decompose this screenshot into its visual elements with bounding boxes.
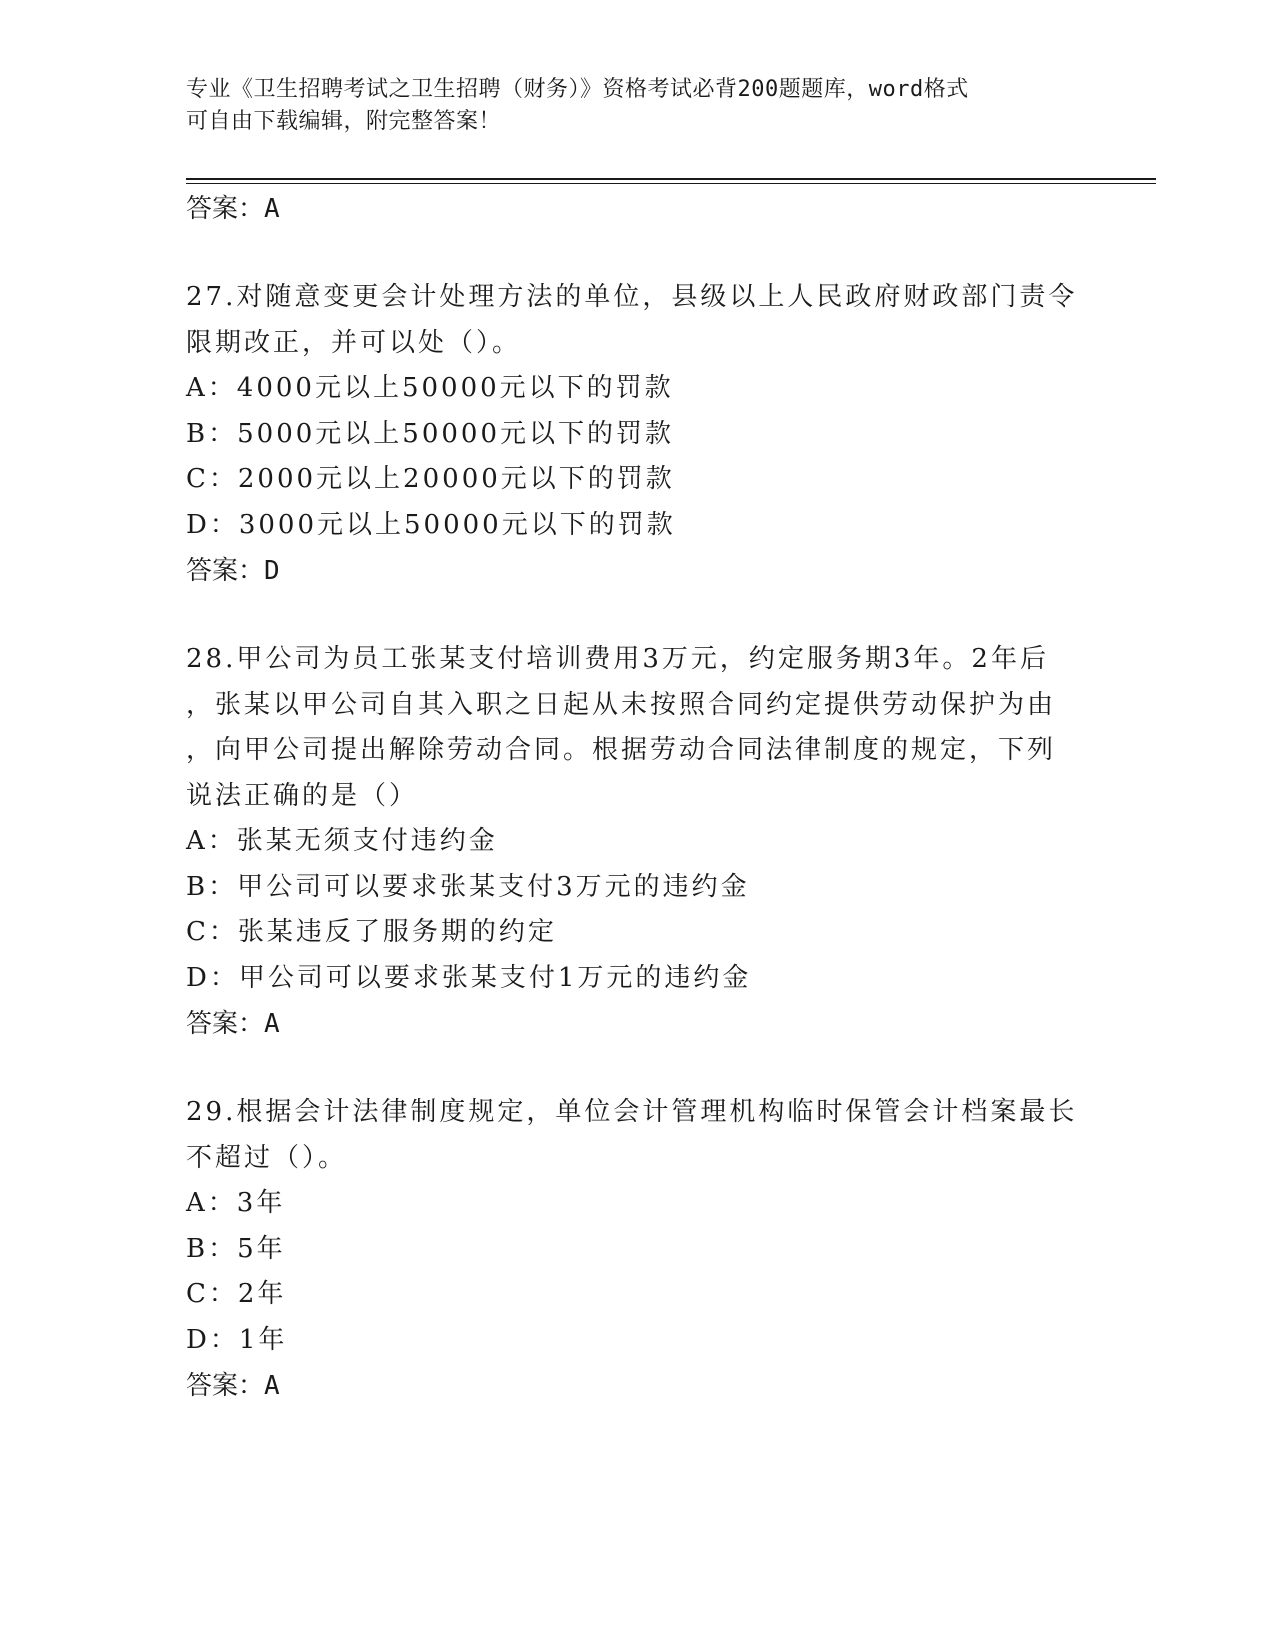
option-d: D：3000元以上50000元以下的罚款	[186, 509, 676, 540]
header-line-1: 专业《卫生招聘考试之卫生招聘（财务）》资格考试必背200题题库，word格式	[186, 77, 969, 102]
option-c: C：2年	[186, 1279, 287, 1309]
question-stem-line: 27.对随意变更会计处理方法的单位，县级以上人民政府财政部门责令	[186, 282, 1078, 312]
option-d: D：1年	[186, 1324, 288, 1355]
spacer	[186, 594, 1086, 637]
option-d: D：甲公司可以要求张某支付1万元的违约金	[186, 962, 752, 993]
option-b: B：5年	[186, 1233, 286, 1264]
option-c: C：张某违反了服务期的约定	[186, 917, 557, 947]
answer: 答案：A	[186, 1371, 280, 1401]
question-stem-line: 不超过（）。	[186, 1142, 348, 1173]
question-29	[186, 1090, 1086, 1409]
question-stem-line: 28.甲公司为员工张某支付培训费用3万元，约定服务期3年。2年后	[186, 644, 1049, 674]
option-c: C：2000元以上20000元以下的罚款	[186, 464, 675, 494]
spacer	[186, 1047, 1086, 1090]
option-a: A：3年	[186, 1188, 286, 1218]
option-b: B：5000元以上50000元以下的罚款	[186, 418, 674, 449]
question-stem-line: 限期改正，并可以处（）。	[186, 327, 522, 358]
answer: 答案：D	[186, 556, 280, 586]
option-a: A：张某无须支付违约金	[186, 826, 498, 856]
option-b: B：甲公司可以要求张某支付3万元的违约金	[186, 871, 750, 902]
question-stem-line: ，张某以甲公司自其入职之日起从未按照合同约定提供劳动保护为由	[186, 689, 1057, 720]
question-stem-line: 29.根据会计法律制度规定，单位会计管理机构临时保管会计档案最长	[186, 1097, 1078, 1127]
spacer	[186, 232, 1086, 275]
header-line-2: 可自由下载编辑，附完整答案！	[186, 109, 502, 134]
document-body	[186, 186, 1086, 1409]
previous-answer: 答案：A	[186, 194, 280, 224]
document-header	[186, 74, 1066, 138]
answer: 答案：A	[186, 1009, 280, 1039]
question-stem-line: ，向甲公司提出解除劳动合同。根据劳动合同法律制度的规定，下列	[186, 735, 1057, 765]
question-28	[186, 637, 1086, 1047]
question-stem-line: 说法正确的是（）	[186, 780, 419, 811]
header-divider-thick	[186, 178, 1156, 180]
question-27	[186, 275, 1086, 594]
option-a: A：4000元以上50000元以下的罚款	[186, 373, 674, 403]
header-divider-thin	[186, 183, 1156, 184]
